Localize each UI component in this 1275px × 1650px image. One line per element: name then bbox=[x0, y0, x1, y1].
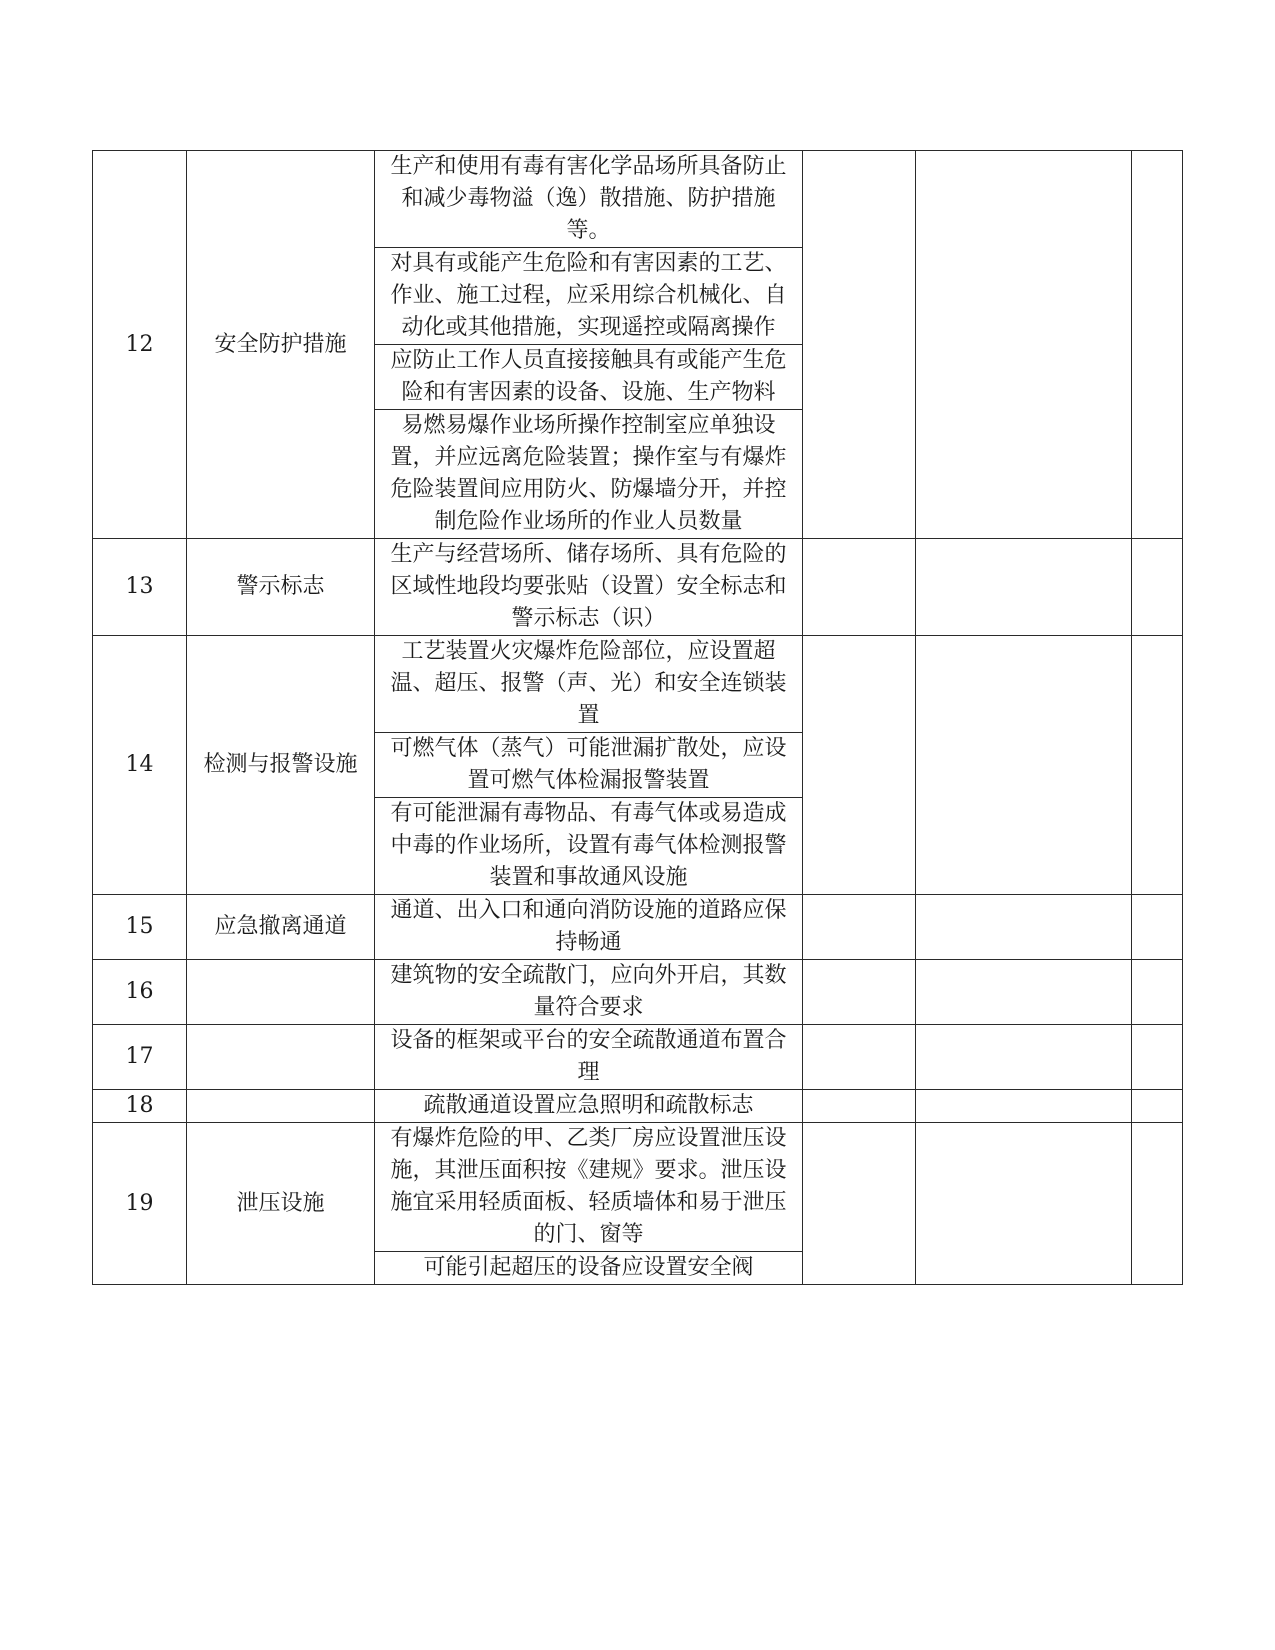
requirement-cell: 有爆炸危险的甲、乙类厂房应设置泄压设施，其泄压面积按《建规》要求。泄压设施宜采用轻质面板、轻质墙体和易于泄压的门、窗等 bbox=[375, 1123, 803, 1252]
table-row bbox=[93, 960, 1183, 1025]
checklist-body bbox=[93, 151, 1183, 1285]
item-name: 泄压设施 bbox=[187, 1123, 375, 1285]
requirement-cell: 设备的框架或平台的安全疏散通道布置合理 bbox=[375, 1025, 803, 1090]
result-cell bbox=[803, 1123, 916, 1285]
requirement-cell: 易燃易爆作业场所操作控制室应单独设置，并应远离危险装置；操作室与有爆炸危险装置间应用防火、防爆墙分开，并控制危险作业场所的作业人员数量 bbox=[375, 410, 803, 539]
extra-cell bbox=[1132, 895, 1183, 960]
remark-cell bbox=[916, 539, 1132, 636]
requirement-cell: 有可能泄漏有毒物品、有毒气体或易造成中毒的作业场所，设置有毒气体检测报警装置和事故通风设施 bbox=[375, 798, 803, 895]
table-row bbox=[93, 539, 1183, 636]
requirement-cell: 应防止工作人员直接接触具有或能产生危险和有害因素的设备、设施、生产物料 bbox=[375, 345, 803, 410]
extra-cell bbox=[1132, 1090, 1183, 1123]
item-name: 检测与报警设施 bbox=[187, 636, 375, 895]
item-number: 16 bbox=[93, 960, 187, 1025]
item-number: 19 bbox=[93, 1123, 187, 1285]
table-row bbox=[93, 636, 1183, 733]
remark-cell bbox=[916, 1123, 1132, 1285]
remark-cell bbox=[916, 636, 1132, 895]
remark-cell bbox=[916, 960, 1132, 1025]
result-cell bbox=[803, 151, 916, 539]
requirement-cell: 可能引起超压的设备应设置安全阀 bbox=[375, 1252, 803, 1285]
table-row bbox=[93, 1025, 1183, 1090]
item-name: 应急撤离通道 bbox=[187, 895, 375, 960]
extra-cell bbox=[1132, 151, 1183, 539]
remark-cell bbox=[916, 151, 1132, 539]
table-row bbox=[93, 1123, 1183, 1252]
item-number: 15 bbox=[93, 895, 187, 960]
table-row bbox=[93, 1090, 1183, 1123]
requirement-cell: 生产与经营场所、储存场所、具有危险的区域性地段均要张贴（设置）安全标志和警示标志（识） bbox=[375, 539, 803, 636]
requirement-cell: 疏散通道设置应急照明和疏散标志 bbox=[375, 1090, 803, 1123]
remark-cell bbox=[916, 1025, 1132, 1090]
item-name bbox=[187, 1090, 375, 1123]
table-row bbox=[93, 895, 1183, 960]
item-number: 18 bbox=[93, 1090, 187, 1123]
extra-cell bbox=[1132, 636, 1183, 895]
requirement-cell: 通道、出入口和通向消防设施的道路应保持畅通 bbox=[375, 895, 803, 960]
item-name: 警示标志 bbox=[187, 539, 375, 636]
extra-cell bbox=[1132, 539, 1183, 636]
item-number: 14 bbox=[93, 636, 187, 895]
remark-cell bbox=[916, 895, 1132, 960]
result-cell bbox=[803, 960, 916, 1025]
extra-cell bbox=[1132, 1025, 1183, 1090]
checklist-table bbox=[92, 150, 1183, 1285]
result-cell bbox=[803, 539, 916, 636]
item-name bbox=[187, 960, 375, 1025]
result-cell bbox=[803, 636, 916, 895]
remark-cell bbox=[916, 1090, 1132, 1123]
requirement-cell: 生产和使用有毒有害化学品场所具备防止和减少毒物溢（逸）散措施、防护措施等。 bbox=[375, 151, 803, 248]
requirement-cell: 建筑物的安全疏散门，应向外开启，其数量符合要求 bbox=[375, 960, 803, 1025]
extra-cell bbox=[1132, 1123, 1183, 1285]
result-cell bbox=[803, 895, 916, 960]
item-number: 13 bbox=[93, 539, 187, 636]
item-number: 12 bbox=[93, 151, 187, 539]
requirement-cell: 工艺装置火灾爆炸危险部位，应设置超温、超压、报警（声、光）和安全连锁装置 bbox=[375, 636, 803, 733]
item-name bbox=[187, 1025, 375, 1090]
extra-cell bbox=[1132, 960, 1183, 1025]
requirement-cell: 对具有或能产生危险和有害因素的工艺、作业、施工过程，应采用综合机械化、自动化或其他措施，实现遥控或隔离操作 bbox=[375, 248, 803, 345]
result-cell bbox=[803, 1090, 916, 1123]
table-row bbox=[93, 151, 1183, 248]
result-cell bbox=[803, 1025, 916, 1090]
item-number: 17 bbox=[93, 1025, 187, 1090]
item-name: 安全防护措施 bbox=[187, 151, 375, 539]
requirement-cell: 可燃气体（蒸气）可能泄漏扩散处，应设置可燃气体检漏报警装置 bbox=[375, 733, 803, 798]
